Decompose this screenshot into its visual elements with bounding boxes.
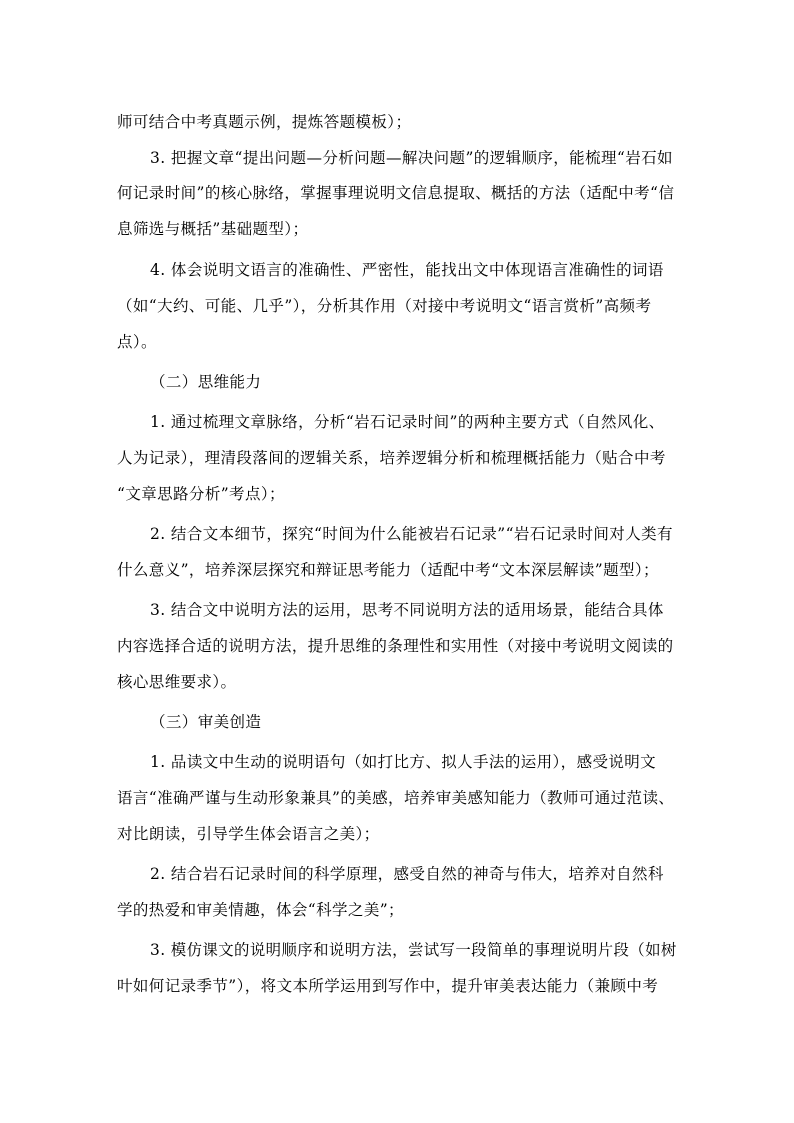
text-line: 3. 把握文章“提出问题—分析问题—解决问题”的逻辑顺序，能梳理“岩石如 xyxy=(150,149,673,167)
text-line: 学的热爱和审美情趣，体会“科学之美”； xyxy=(117,901,404,919)
text-line: 2. 结合文本细节，探究“时间为什么能被岩石记录”“岩石记录时间对人类有 xyxy=(150,525,673,543)
text-line: 内容选择合适的说明方法，提升思维的条理性和实用性（对接中考说明文阅读的 xyxy=(117,637,674,655)
section-heading: （二）思维能力 xyxy=(150,373,262,391)
section-heading: （三）审美创造 xyxy=(150,713,262,731)
text-line: 2. 结合岩石记录时间的科学原理，感受自然的神奇与伟大，培养对自然科 xyxy=(150,865,664,883)
text-line: 1. 品读文中生动的说明语句（如打比方、拟人手法的运用），感受说明文 xyxy=(150,753,657,771)
text-line: “文章思路分析”考点）； xyxy=(117,485,285,503)
text-line: 4. 体会说明文语言的准确性、严密性，能找出文中体现语言准确性的词语 xyxy=(150,261,664,279)
text-line: 对比朗读，引导学生体会语言之美）； xyxy=(117,825,380,843)
text-line: 息筛选与概括”基础题型）； xyxy=(117,220,309,238)
text-line: 什么意义”，培养深层探究和辩证思考能力（适配中考“文本深层解读”题型）； xyxy=(117,561,659,579)
text-line: 3. 模仿课文的说明顺序和说明方法，尝试写一段简单的事理说明片段（如树 xyxy=(150,941,677,959)
text-line: 何记录时间”的核心脉络，掌握事理说明文信息提取、概括的方法（适配中考“信 xyxy=(117,184,675,202)
text-line: 语言“准确严谨与生动形象兼具”的美感，培养审美感知能力（教师可通过范读、 xyxy=(117,789,675,807)
text-line: 3. 结合文中说明方法的运用，思考不同说明方法的适用场景，能结合具体 xyxy=(150,601,664,619)
text-line: 叶如何记录季节”），将文本所学运用到写作中，提升审美表达能力（兼顾中考 xyxy=(117,977,659,995)
text-line: （如“大约、可能、几乎”），分析其作用（对接中考说明文“语言赏析”高频考 xyxy=(117,297,652,315)
text-line: 点）。 xyxy=(117,333,157,351)
text-line: 核心思维要求）。 xyxy=(117,673,237,691)
text-line: 师可结合中考真题示例，提炼答题模板）； xyxy=(117,113,412,131)
text-line: 1. 通过梳理文章脉络，分析“岩石记录时间”的两种主要方式（自然风化、 xyxy=(150,413,665,431)
text-line: 人为记录），理清段落间的逻辑关系，培养逻辑分析和梳理概括能力（贴合中考 xyxy=(117,449,666,467)
